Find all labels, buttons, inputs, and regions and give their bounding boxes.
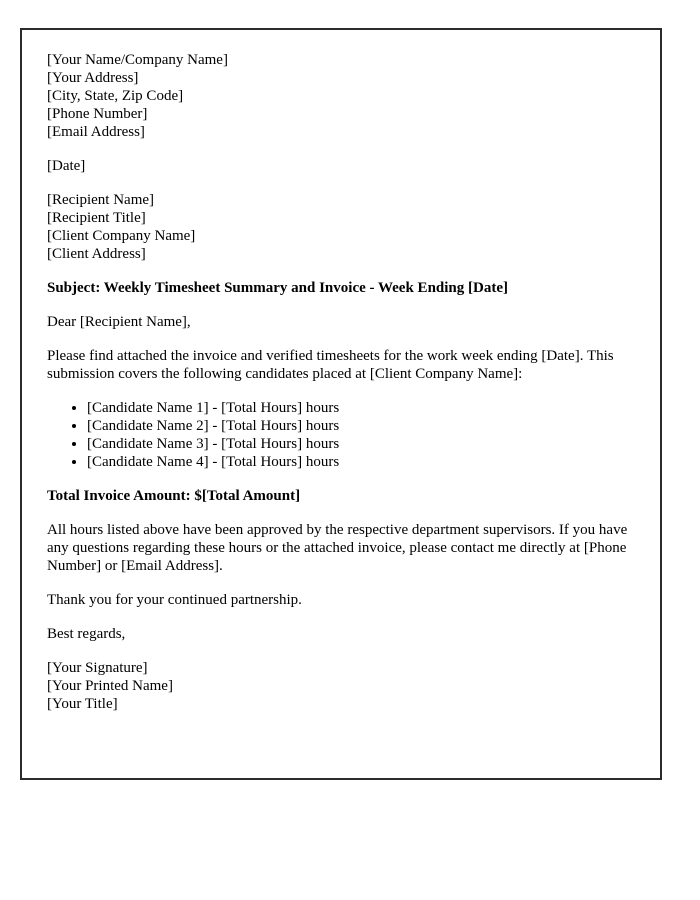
sender-city-line: [City, State, Zip Code] bbox=[47, 88, 184, 104]
approval-paragraph: All hours listed above have been approved by the respective department supervisors. If you have any questions regarding these hours or the attached invoice, please contact me directly at [Phone Number] or [Email Address]. bbox=[47, 522, 628, 574]
title-line: [Your Title] bbox=[47, 696, 118, 712]
candidate-list bbox=[47, 399, 635, 471]
thanks-line: Thank you for your continued partnership. bbox=[47, 592, 302, 608]
closing-line: Best regards, bbox=[47, 626, 126, 642]
total-invoice-line: Total Invoice Amount: $[Total Amount] bbox=[47, 488, 301, 504]
printed-name-line: [Your Printed Name] bbox=[47, 678, 173, 694]
client-address-line: [Client Address] bbox=[47, 246, 146, 262]
recipient-title-line: [Recipient Title] bbox=[47, 210, 146, 226]
intro-paragraph: Please find attached the invoice and verified timesheets for the work week ending [Date]. This submission covers the following candidates placed at [Client Company Name]: bbox=[47, 348, 614, 382]
signature-block bbox=[47, 659, 635, 713]
signature-line: [Your Signature] bbox=[47, 660, 148, 676]
candidate-item: • [Candidate Name 1] - [Total Hours] hours bbox=[87, 399, 635, 417]
subject-line: Subject: Weekly Timesheet Summary and Invoice - Week Ending [Date] bbox=[47, 280, 508, 296]
sender-name-line: [Your Name/Company Name] bbox=[47, 52, 228, 68]
candidate-item: • [Candidate Name 2] - [Total Hours] hours bbox=[87, 417, 635, 435]
candidate-item: • [Candidate Name 3] - [Total Hours] hours bbox=[87, 435, 635, 453]
sender-email-line: [Email Address] bbox=[47, 124, 145, 140]
recipient-name-line: [Recipient Name] bbox=[47, 192, 155, 208]
candidate-item: • [Candidate Name 4] - [Total Hours] hours bbox=[87, 453, 635, 471]
recipient-block bbox=[47, 191, 635, 263]
sender-block bbox=[47, 51, 635, 141]
sender-phone-line: [Phone Number] bbox=[47, 106, 148, 122]
sender-address-line: [Your Address] bbox=[47, 70, 139, 86]
client-company-line: [Client Company Name] bbox=[47, 228, 196, 244]
date-line: [Date] bbox=[47, 158, 86, 174]
letter-page bbox=[20, 28, 662, 780]
salutation: Dear [Recipient Name], bbox=[47, 314, 191, 330]
